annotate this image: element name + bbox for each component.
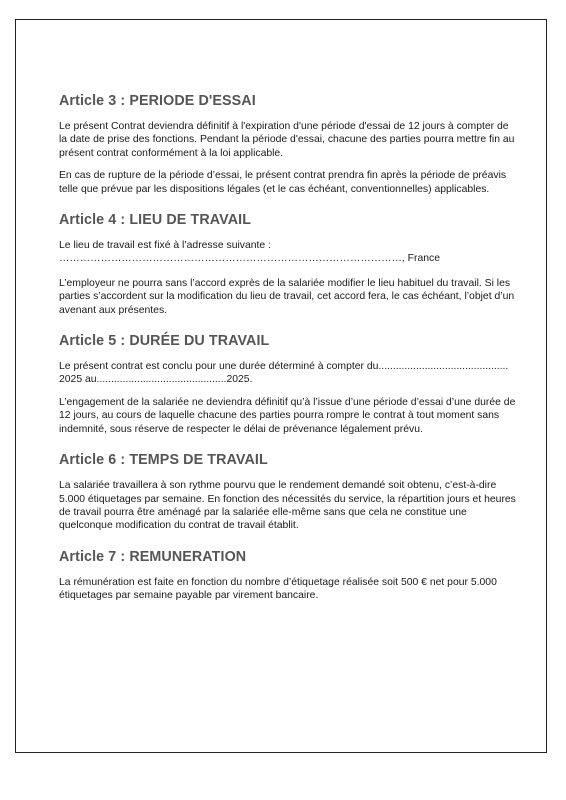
article-4-title: Article 4 : LIEU DE TRAVAIL: [59, 212, 252, 229]
article-7: [59, 549, 519, 603]
article-6-title: Article 6 : TEMPS DE TRAVAIL: [59, 452, 268, 469]
article-3-paragraph-2: En cas de rupture de la période d’essai, le présent contrat prendra fin après la période de préavis telle que prévue par les dispositions légales (et le cas échéant, conventionnelles) applicables.: [59, 170, 507, 195]
article-5-paragraph-1: Le présent contrat est conclu pour une durée déterminé à compter du............................................. 2025 au.............................................2025.: [59, 361, 509, 386]
article-4-paragraph-1: L’employeur ne pourra sans l’accord exprès de la salariée modifier le lieu habituel du travail. Si les parties s’accordent sur la modification du lieu de travail, cet accord fera, le cas échéant, l’objet d’un avenant aux présentes.: [59, 277, 515, 316]
article-6: [59, 452, 519, 533]
document-body: [59, 93, 519, 619]
address-label: Le lieu de travail est fixé à l’adresse suivante :: [59, 240, 271, 252]
article-4-address: [59, 239, 519, 266]
article-3: [59, 93, 519, 196]
article-6-paragraph-1: La salariée travaillera à son rythme pourvu que le rendement demandé soit obtenu, c’est-à-dire 5.000 étiquetages par semaine. En fonction des nécessités du service, la répartition jours et heures de travail pourra être aménagé par la salariée elle-même sans que cela ne constitue une quelconque modification du contrat de travail établit.: [59, 480, 516, 532]
article-7-paragraph-1: La rémunération est faite en fonction du nombre d’étiquetage réalisée soit 500 € net pour 5.000 étiquetages par semaine payable par virement bancaire.: [59, 576, 497, 602]
article-5: [59, 333, 519, 436]
article-7-title: Article 7 : REMUNERATION: [59, 548, 247, 565]
article-4: [59, 212, 519, 317]
address-line: ………………………………………………………………………………………, France: [59, 253, 441, 265]
article-3-title: Article 3 : PERIODE D'ESSAI: [59, 93, 256, 109]
article-5-title: Article 5 : DURÉE DU TRAVAIL: [59, 333, 270, 350]
article-3-paragraph-1: Le présent Contrat deviendra définitif à l'expiration d'une période d'essai de 12 jours à compter de la date de prise des fonctions. Pendant la période d'essai, chacune des parties pourra mettre fin au présent contrat conformément à la loi applicable.: [59, 121, 515, 159]
article-5-paragraph-2: L’engagement de la salariée ne deviendra définitif qu’à l’issue d’une période d’essai d’une durée de 12 jours, au cours de laquelle chacune des parties pourra rompre le contrat à tout moment sans indemnité, sous réserve de respecter le délai de prévenance légalement prévu.: [59, 396, 516, 435]
